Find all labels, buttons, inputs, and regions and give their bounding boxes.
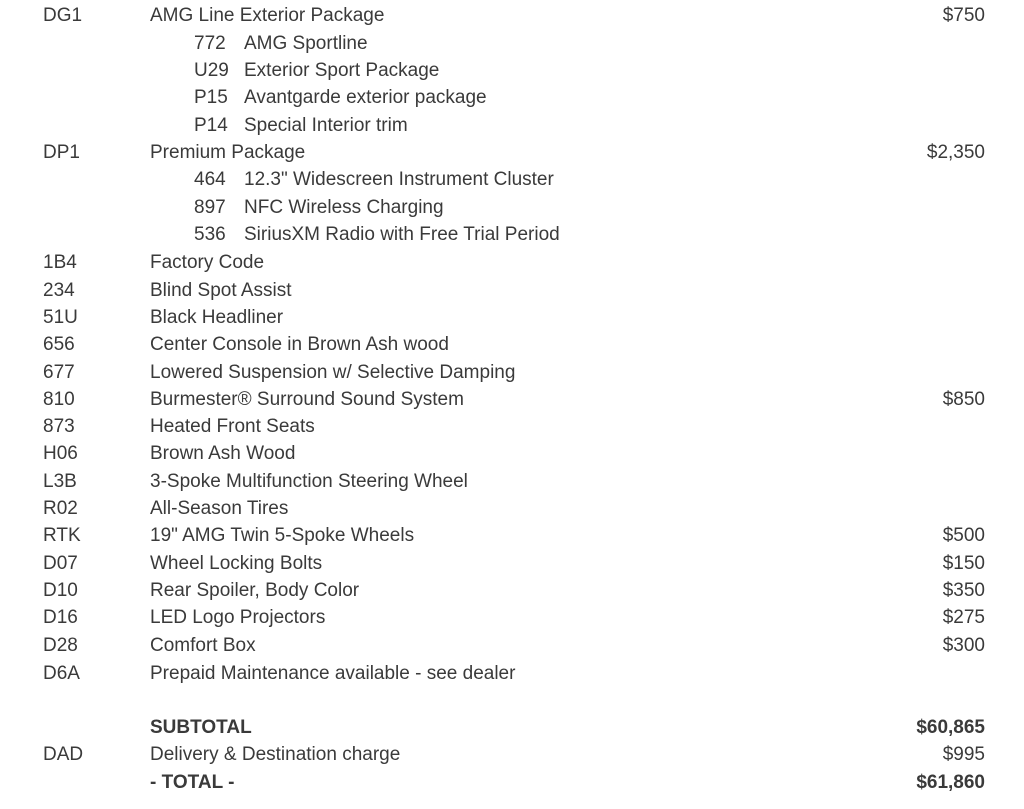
option-row (0, 277, 1024, 304)
package-sub-item (0, 194, 1024, 221)
option-row (0, 249, 1024, 276)
option-row (0, 413, 1024, 440)
package-row (0, 2, 1024, 29)
option-row (0, 495, 1024, 522)
option-code: 677 (43, 362, 75, 383)
option-price: $350 (942, 580, 985, 601)
delivery-label: Delivery & Destination charge (150, 744, 401, 765)
option-description: Blind Spot Assist (150, 280, 292, 301)
option-description: Factory Code (150, 252, 265, 273)
total-label: - TOTAL - (150, 772, 235, 793)
option-description: Burmester® Surround Sound System (150, 389, 464, 410)
sub-item-code: 536 (194, 224, 226, 245)
package-sub-item (0, 221, 1024, 248)
option-code: D6A (43, 663, 80, 684)
sub-item-code: 772 (194, 33, 226, 54)
option-row (0, 550, 1024, 577)
package-row (0, 139, 1024, 166)
option-price: $300 (942, 635, 985, 656)
sub-item-description: Special Interior trim (244, 115, 408, 136)
option-description: Lowered Suspension w/ Selective Damping (150, 362, 516, 383)
delivery-value: $995 (942, 744, 985, 765)
option-description: LED Logo Projectors (150, 607, 326, 628)
option-price: $850 (942, 389, 985, 410)
option-description: AMG Line Exterior Package (150, 5, 385, 26)
option-row (0, 359, 1024, 386)
sub-item-description: SiriusXM Radio with Free Trial Period (244, 224, 560, 245)
option-row (0, 331, 1024, 358)
option-code: R02 (43, 498, 78, 519)
option-code: 656 (43, 334, 75, 355)
option-price: $275 (942, 607, 985, 628)
total-value: $61,860 (916, 772, 985, 793)
sub-item-description: NFC Wireless Charging (244, 197, 444, 218)
sub-item-code: U29 (194, 60, 229, 81)
sub-item-description: Avantgarde exterior package (244, 87, 487, 108)
package-sub-item (0, 57, 1024, 84)
option-row (0, 386, 1024, 413)
option-row (0, 604, 1024, 631)
option-price: $750 (942, 5, 985, 26)
option-code: 51U (43, 307, 78, 328)
option-description: 19" AMG Twin 5-Spoke Wheels (150, 525, 415, 546)
option-code: DG1 (43, 5, 83, 26)
option-description: Wheel Locking Bolts (150, 553, 323, 574)
option-description: Heated Front Seats (150, 416, 315, 437)
sub-item-description: Exterior Sport Package (244, 60, 440, 81)
option-description: Comfort Box (150, 635, 256, 656)
option-row (0, 468, 1024, 495)
option-code: L3B (43, 471, 77, 492)
option-row (0, 304, 1024, 331)
total-row (0, 769, 1024, 796)
option-code: D16 (43, 607, 78, 628)
option-code: RTK (43, 525, 81, 546)
delivery-row (0, 741, 1024, 768)
package-sub-item (0, 30, 1024, 57)
option-code: D10 (43, 580, 78, 601)
option-code: H06 (43, 443, 78, 464)
option-description: All-Season Tires (150, 498, 289, 519)
subtotal-label: SUBTOTAL (150, 717, 252, 738)
sub-item-code: 897 (194, 197, 226, 218)
delivery-code: DAD (43, 744, 84, 765)
option-code: 873 (43, 416, 75, 437)
sub-item-description: AMG Sportline (244, 33, 368, 54)
option-code: 1B4 (43, 252, 77, 273)
option-description: Rear Spoiler, Body Color (150, 580, 360, 601)
subtotal-row (0, 714, 1024, 741)
option-price: $2,350 (926, 142, 985, 163)
option-row (0, 577, 1024, 604)
sub-item-code: P14 (194, 115, 228, 136)
package-sub-item (0, 166, 1024, 193)
option-row (0, 660, 1024, 687)
option-price: $150 (942, 553, 985, 574)
sub-item-description: 12.3" Widescreen Instrument Cluster (244, 169, 554, 190)
option-code: D07 (43, 553, 78, 574)
option-price: $500 (942, 525, 985, 546)
sub-item-code: P15 (194, 87, 228, 108)
subtotal-value: $60,865 (916, 717, 985, 738)
option-description: Prepaid Maintenance available - see dealer (150, 663, 516, 684)
option-description: 3-Spoke Multifunction Steering Wheel (150, 471, 468, 492)
option-code: DP1 (43, 142, 80, 163)
option-description: Black Headliner (150, 307, 284, 328)
option-description: Premium Package (150, 142, 306, 163)
option-row (0, 522, 1024, 549)
option-code: 810 (43, 389, 75, 410)
option-row (0, 440, 1024, 467)
sub-item-code: 464 (194, 169, 226, 190)
option-description: Center Console in Brown Ash wood (150, 334, 449, 355)
option-code: 234 (43, 280, 75, 301)
option-description: Brown Ash Wood (150, 443, 296, 464)
package-sub-item (0, 112, 1024, 139)
option-row (0, 632, 1024, 659)
package-sub-item (0, 84, 1024, 111)
option-code: D28 (43, 635, 78, 656)
